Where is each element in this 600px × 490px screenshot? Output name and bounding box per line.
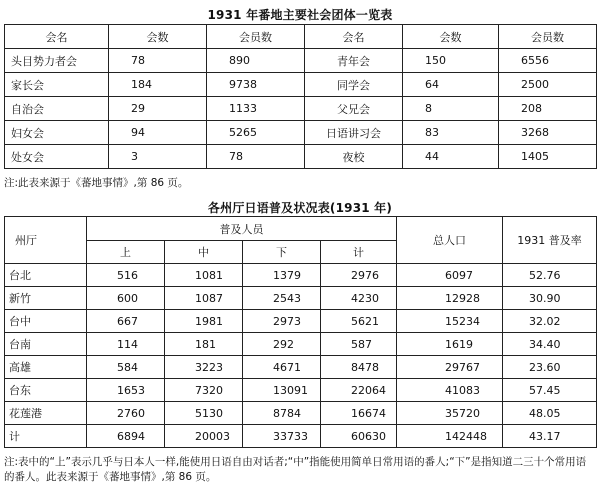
table-header-row <box>5 217 597 241</box>
cell: 头目势力者会 <box>5 49 109 73</box>
cell: 6097 <box>397 264 503 287</box>
cell: 2973 <box>243 310 321 333</box>
cell: 台中 <box>5 310 87 333</box>
cell: 208 <box>499 97 597 121</box>
table-row <box>5 73 597 97</box>
society-table <box>4 24 597 169</box>
cell: 8478 <box>321 356 397 379</box>
cell: 3223 <box>165 356 243 379</box>
table-row <box>5 356 597 379</box>
cell: 计 <box>5 425 87 448</box>
cell: 5130 <box>165 402 243 425</box>
cell: 5265 <box>207 121 305 145</box>
cell: 6556 <box>499 49 597 73</box>
header-rate: 1931 普及率 <box>503 217 597 264</box>
header-region: 州厅 <box>5 217 87 264</box>
cell: 48.05 <box>503 402 597 425</box>
cell: 43.17 <box>503 425 597 448</box>
header-cell: 下 <box>243 241 321 264</box>
cell: 35720 <box>397 402 503 425</box>
cell: 同学会 <box>305 73 403 97</box>
table-row <box>5 145 597 169</box>
header-cell: 中 <box>165 241 243 264</box>
cell: 33733 <box>243 425 321 448</box>
header-cell: 会数 <box>403 25 499 49</box>
cell: 夜校 <box>305 145 403 169</box>
table-row <box>5 49 597 73</box>
cell: 4671 <box>243 356 321 379</box>
cell: 52.76 <box>503 264 597 287</box>
cell: 890 <box>207 49 305 73</box>
japanese-diffusion-table <box>4 216 597 448</box>
cell: 64 <box>403 73 499 97</box>
cell: 6894 <box>87 425 165 448</box>
cell: 41083 <box>397 379 503 402</box>
cell: 2760 <box>87 402 165 425</box>
cell: 30.90 <box>503 287 597 310</box>
header-cell: 会名 <box>5 25 109 49</box>
cell: 1087 <box>165 287 243 310</box>
cell: 台北 <box>5 264 87 287</box>
cell: 78 <box>109 49 207 73</box>
cell: 34.40 <box>503 333 597 356</box>
cell: 1379 <box>243 264 321 287</box>
cell: 184 <box>109 73 207 97</box>
cell: 1619 <box>397 333 503 356</box>
cell: 292 <box>243 333 321 356</box>
cell: 44 <box>403 145 499 169</box>
cell: 日语讲习会 <box>305 121 403 145</box>
cell: 94 <box>109 121 207 145</box>
table-row <box>5 287 597 310</box>
cell: 台东 <box>5 379 87 402</box>
cell: 150 <box>403 49 499 73</box>
cell: 1081 <box>165 264 243 287</box>
header-group: 普及人员 <box>87 217 397 241</box>
header-total: 总人口 <box>397 217 503 264</box>
cell: 2543 <box>243 287 321 310</box>
cell: 29767 <box>397 356 503 379</box>
cell: 3 <box>109 145 207 169</box>
cell: 家长会 <box>5 73 109 97</box>
table-row <box>5 264 597 287</box>
cell: 584 <box>87 356 165 379</box>
table-row <box>5 402 597 425</box>
cell: 1981 <box>165 310 243 333</box>
cell: 1653 <box>87 379 165 402</box>
cell: 父兄会 <box>305 97 403 121</box>
table2-note: 注:表中的“上”表示几乎与日本人一样,能使用日语自由对话者;“中”指能使用简单日常用语的番人;“下”是指知道二三十个常用语的番人。此表来源于《蕃地事情》,第 86 页。 <box>4 456 587 483</box>
cell: 22064 <box>321 379 397 402</box>
cell: 667 <box>87 310 165 333</box>
cell: 2976 <box>321 264 397 287</box>
cell: 高雄 <box>5 356 87 379</box>
cell: 587 <box>321 333 397 356</box>
cell: 4230 <box>321 287 397 310</box>
cell: 516 <box>87 264 165 287</box>
table-header-row <box>5 25 597 49</box>
table1-title: 1931 年番地主要社会团体一览表 <box>207 8 393 22</box>
header-cell: 会数 <box>109 25 207 49</box>
cell: 5621 <box>321 310 397 333</box>
cell: 60630 <box>321 425 397 448</box>
cell: 花莲港 <box>5 402 87 425</box>
header-cell: 会员数 <box>499 25 597 49</box>
table-row <box>5 379 597 402</box>
header-cell: 计 <box>321 241 397 264</box>
cell: 台南 <box>5 333 87 356</box>
cell: 8 <box>403 97 499 121</box>
cell: 20003 <box>165 425 243 448</box>
cell: 妇女会 <box>5 121 109 145</box>
cell: 自治会 <box>5 97 109 121</box>
table-row <box>5 121 597 145</box>
header-cell: 会名 <box>305 25 403 49</box>
cell: 57.45 <box>503 379 597 402</box>
cell: 32.02 <box>503 310 597 333</box>
table-row <box>5 97 597 121</box>
table2-title: 各州厅日语普及状况表(1931 年) <box>207 201 393 215</box>
cell: 1133 <box>207 97 305 121</box>
table-row <box>5 333 597 356</box>
cell: 1405 <box>499 145 597 169</box>
cell: 16674 <box>321 402 397 425</box>
cell: 142448 <box>397 425 503 448</box>
cell: 29 <box>109 97 207 121</box>
header-cell: 会员数 <box>207 25 305 49</box>
cell: 新竹 <box>5 287 87 310</box>
cell: 23.60 <box>503 356 597 379</box>
cell: 青年会 <box>305 49 403 73</box>
cell: 12928 <box>397 287 503 310</box>
cell: 83 <box>403 121 499 145</box>
table1-note: 注:此表来源于《蕃地事情》,第 86 页。 <box>4 177 189 189</box>
cell: 13091 <box>243 379 321 402</box>
cell: 2500 <box>499 73 597 97</box>
cell: 处女会 <box>5 145 109 169</box>
cell: 600 <box>87 287 165 310</box>
cell: 78 <box>207 145 305 169</box>
cell: 9738 <box>207 73 305 97</box>
cell: 181 <box>165 333 243 356</box>
cell: 114 <box>87 333 165 356</box>
cell: 7320 <box>165 379 243 402</box>
header-cell: 上 <box>87 241 165 264</box>
table-row <box>5 310 597 333</box>
cell: 15234 <box>397 310 503 333</box>
table-total-row <box>5 425 597 448</box>
cell: 3268 <box>499 121 597 145</box>
cell: 8784 <box>243 402 321 425</box>
